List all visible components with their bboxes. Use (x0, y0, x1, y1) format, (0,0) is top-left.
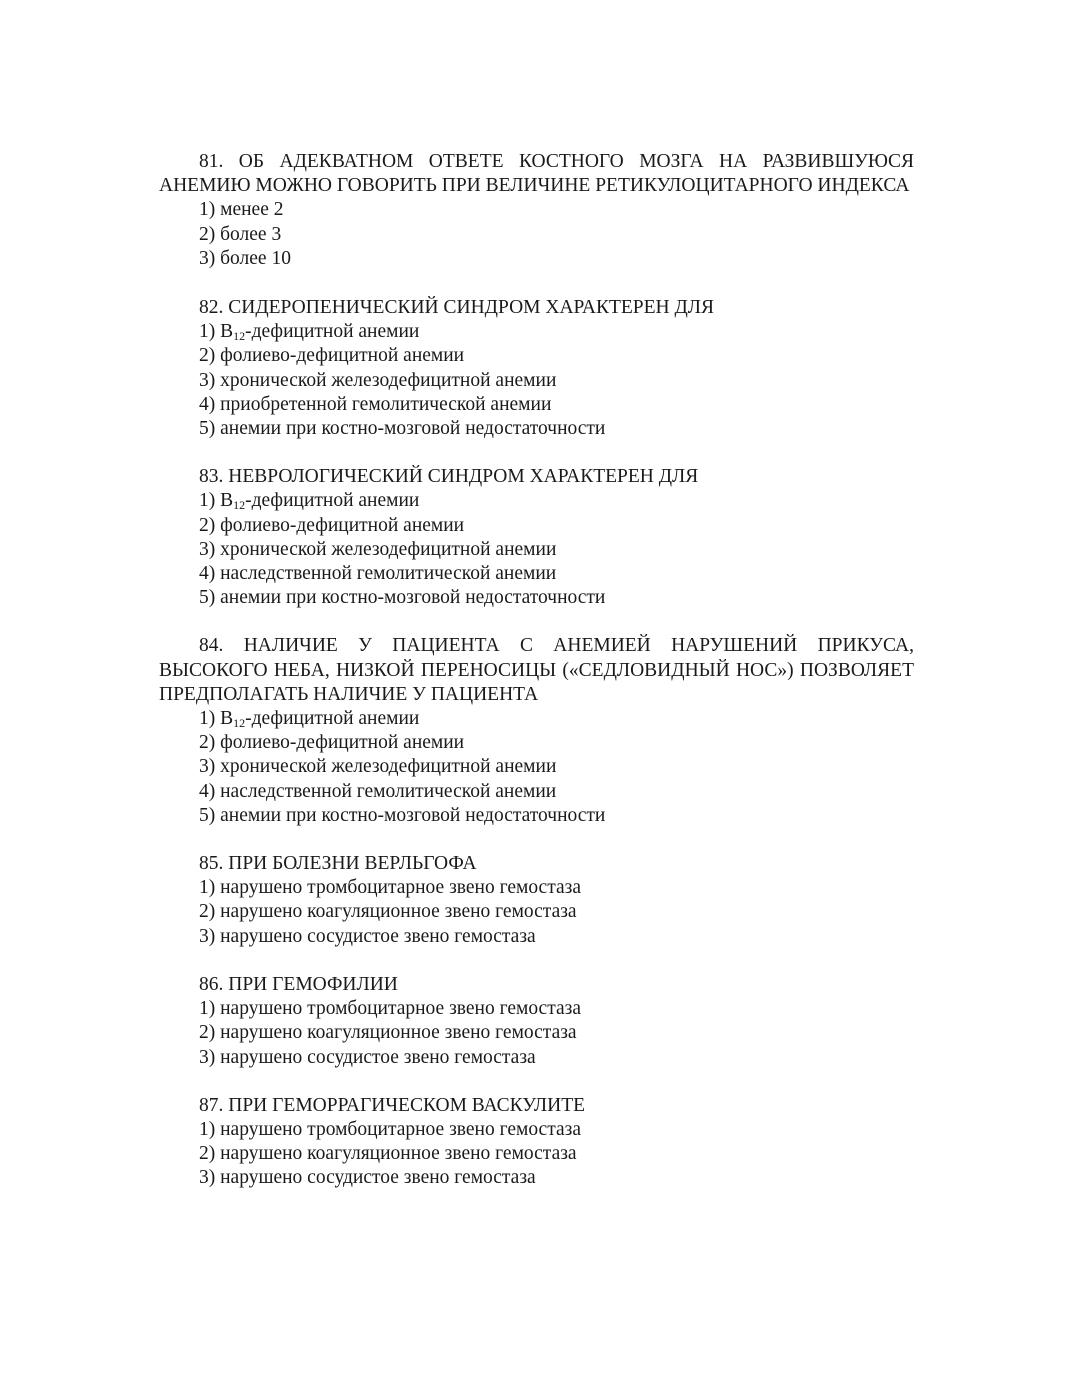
question-stem: 81. ОБ АДЕКВАТНОМ ОТВЕТЕ КОСТНОГО МОЗГА НА РАЗВИВШУЮСЯ АНЕМИЮ МОЖНО ГОВОРИТЬ ПРИ ВЕЛИЧИНЕ РЕТИКУЛОЦИТАРНОГО ИНДЕКСА (159, 151, 914, 197)
answer-option: 1) нарушено тромбоцитарное звено гемостаза (199, 1118, 581, 1140)
question-85 (159, 852, 914, 949)
question-stem: 83. НЕВРОЛОГИЧЕСКИЙ СИНДРОМ ХАРАКТЕРЕН ДЛЯ (199, 466, 699, 488)
answer-option: 4) наследственной гемолитической анемии (199, 563, 557, 585)
question-83 (159, 465, 914, 610)
document-page (159, 150, 914, 1215)
option-suffix: -дефицитной анемии (245, 321, 420, 343)
answer-option: 3) хронической железодефицитной анемии (199, 538, 557, 560)
subscript: 12 (233, 498, 246, 513)
option-prefix: 1) В (199, 321, 234, 343)
answer-option: 2) фолиево-дефицитной анемии (199, 345, 465, 367)
answer-option (159, 320, 914, 344)
answer-option: 2) нарушено коагуляционное звено гемостаза (199, 901, 577, 923)
answer-option: 4) наследственной гемолитической анемии (199, 780, 557, 802)
question-81 (159, 150, 914, 271)
answer-option: 3) хронической железодефицитной анемии (199, 756, 557, 778)
question-stem: 86. ПРИ ГЕМОФИЛИИ (199, 973, 398, 995)
option-prefix: 1) В (199, 708, 234, 730)
answer-option (159, 707, 914, 731)
subscript: 12 (233, 716, 246, 731)
answer-option: 2) фолиево-дефицитной анемии (199, 514, 465, 536)
question-stem: 82. СИДЕРОПЕНИЧЕСКИЙ СИНДРОМ ХАРАКТЕРЕН ДЛЯ (199, 297, 715, 319)
answer-option: 5) анемии при костно-мозговой недостаточности (199, 804, 606, 826)
answer-option: 1) менее 2 (199, 199, 284, 221)
answer-option: 4) приобретенной гемолитической анемии (199, 393, 552, 415)
answer-option: 2) более 3 (199, 223, 282, 245)
answer-option: 5) анемии при костно-мозговой недостаточности (199, 418, 606, 440)
question-87 (159, 1094, 914, 1191)
question-86 (159, 973, 914, 1070)
answer-option: 2) нарушено коагуляционное звено гемостаза (199, 1143, 577, 1165)
question-stem: 85. ПРИ БОЛЕЗНИ ВЕРЛЬГОФА (199, 853, 477, 875)
answer-option: 1) нарушено тромбоцитарное звено гемостаза (199, 998, 581, 1020)
question-stem: 84. НАЛИЧИЕ У ПАЦИЕНТА С АНЕМИЕЙ НАРУШЕНИЙ ПРИКУСА, ВЫСОКОГО НЕБА, НИЗКОЙ ПЕРЕНОСИЦЫ («СЕДЛОВИДНЫЙ НОС») ПОЗВОЛЯЕТ ПРЕДПОЛАГАТЬ НАЛИЧИЕ У ПАЦИЕНТА (159, 635, 914, 705)
question-82 (159, 296, 914, 441)
option-suffix: -дефицитной анемии (245, 490, 420, 512)
answer-option: 5) анемии при костно-мозговой недостаточности (199, 587, 606, 609)
answer-option: 2) нарушено коагуляционное звено гемостаза (199, 1022, 577, 1044)
answer-option: 3) нарушено сосудистое звено гемостаза (199, 925, 536, 947)
answer-option: 3) хронической железодефицитной анемии (199, 369, 557, 391)
question-stem: 87. ПРИ ГЕМОРРАГИЧЕСКОМ ВАСКУЛИТЕ (199, 1094, 586, 1116)
option-suffix: -дефицитной анемии (245, 708, 420, 730)
question-84 (159, 634, 914, 828)
option-prefix: 1) В (199, 490, 234, 512)
answer-option: 3) нарушено сосудистое звено гемостаза (199, 1046, 536, 1068)
answer-option: 2) фолиево-дефицитной анемии (199, 732, 465, 754)
subscript: 12 (233, 329, 246, 344)
answer-option: 1) нарушено тромбоцитарное звено гемостаза (199, 877, 581, 899)
answer-option: 3) более 10 (199, 247, 291, 269)
answer-option: 3) нарушено сосудистое звено гемостаза (199, 1167, 536, 1189)
answer-option (159, 489, 914, 513)
